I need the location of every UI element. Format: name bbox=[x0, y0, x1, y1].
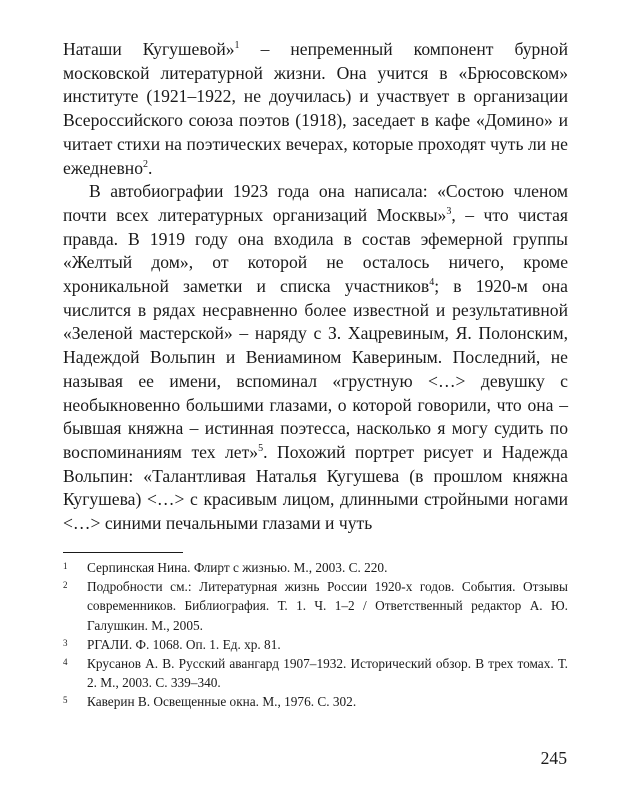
text-run: Наташи Кугушевой» bbox=[63, 39, 235, 59]
footnote-ref-3[interactable]: 3 bbox=[446, 206, 452, 218]
footnote-text: Крусанов А. В. Русский авангард 1907–1932. Исторический обзор. В трех томах. Т. 2. М., 2003. С. 339–340. bbox=[87, 656, 568, 691]
text-run: В автобиографии 1923 года она написала: «Состою членом почти всех литературных организаций Москвы» bbox=[63, 181, 568, 225]
main-text bbox=[63, 38, 568, 536]
footnote-text: Серпинская Нина. Флирт с жизнью. М., 2003. С. 220. bbox=[87, 560, 388, 575]
footnotes bbox=[63, 558, 568, 712]
footnote-1 bbox=[63, 558, 568, 577]
text-run: – непременный компонент бурной московской литературной жизни. Она учится в «Брюсовском» институте (1921–1922, не доучилась) и участвует в организации Всероссийского союза поэтов (1918), заседает в кафе «Домино» и читает стихи на поэтических вечерах, которые проходят чуть ли не ежедневно bbox=[63, 39, 568, 178]
page-number: 245 bbox=[540, 748, 567, 768]
footnote-ref-1[interactable]: 1 bbox=[234, 40, 240, 52]
footnote-ref-2[interactable]: 2 bbox=[143, 158, 149, 170]
text-run: , – что чистая правда. В 1919 году она входила в состав эфемерной группы «Желтый дом», от которой не осталось ничего, кроме хроникальной заметки и списка участников bbox=[63, 204, 568, 297]
footnote-number: 1 bbox=[63, 561, 68, 571]
footnote-4 bbox=[63, 654, 568, 692]
text-run: . Похожий портрет рисует и Надежда Вольпин: «Талантливая Наталья Кугушева (в прошлом княжна Кугушева) <…> с красивым лицом, длинными стройными ногами <…> синими печальными глазами и чуть bbox=[63, 441, 568, 534]
footnote-divider bbox=[63, 552, 183, 553]
text-run: ; в 1920-м она числится в рядах несравненно более известной и результативной «Зеленой мастерской» – наряду с З. Хацревиным, Я. Полонским, Надеждой Вольпин и Вениамином Кавериным. Последний, не называя ее имени, вспоминал «грустную <…> девушку с необыкновенно большими глазами, о которой говорили, что она – бывшая княжна – истинная поэтесса, насколько я могу судить по воспоминаниям тех лет» bbox=[63, 276, 568, 462]
footnote-text: РГАЛИ. Ф. 1068. Оп. 1. Ед. хр. 81. bbox=[87, 636, 281, 652]
footnote-number: 4 bbox=[63, 657, 68, 668]
footnote-text: Подробности см.: Литературная жизнь России 1920-х годов. События. Отзывы современников. Библиография. Т. 1. Ч. 1–2 / Ответственный редактор А. Ю. Галушкин. М., 2005. bbox=[87, 579, 568, 633]
text-run: . bbox=[148, 157, 153, 178]
footnote-5 bbox=[63, 692, 568, 711]
page-body bbox=[63, 38, 568, 536]
footnote-ref-5[interactable]: 5 bbox=[258, 443, 264, 455]
paragraph-2 bbox=[63, 180, 568, 536]
footnote-text: Каверин В. Освещенные окна. М., 1976. С. 302. bbox=[87, 694, 357, 710]
footnote-2 bbox=[63, 577, 568, 635]
footnote-number: 5 bbox=[63, 695, 68, 706]
footnote-number: 2 bbox=[63, 580, 68, 591]
footnote-number: 3 bbox=[63, 637, 68, 648]
footnote-ref-4[interactable]: 4 bbox=[429, 277, 435, 289]
paragraph-1 bbox=[63, 38, 568, 180]
footnote-3 bbox=[63, 635, 568, 654]
